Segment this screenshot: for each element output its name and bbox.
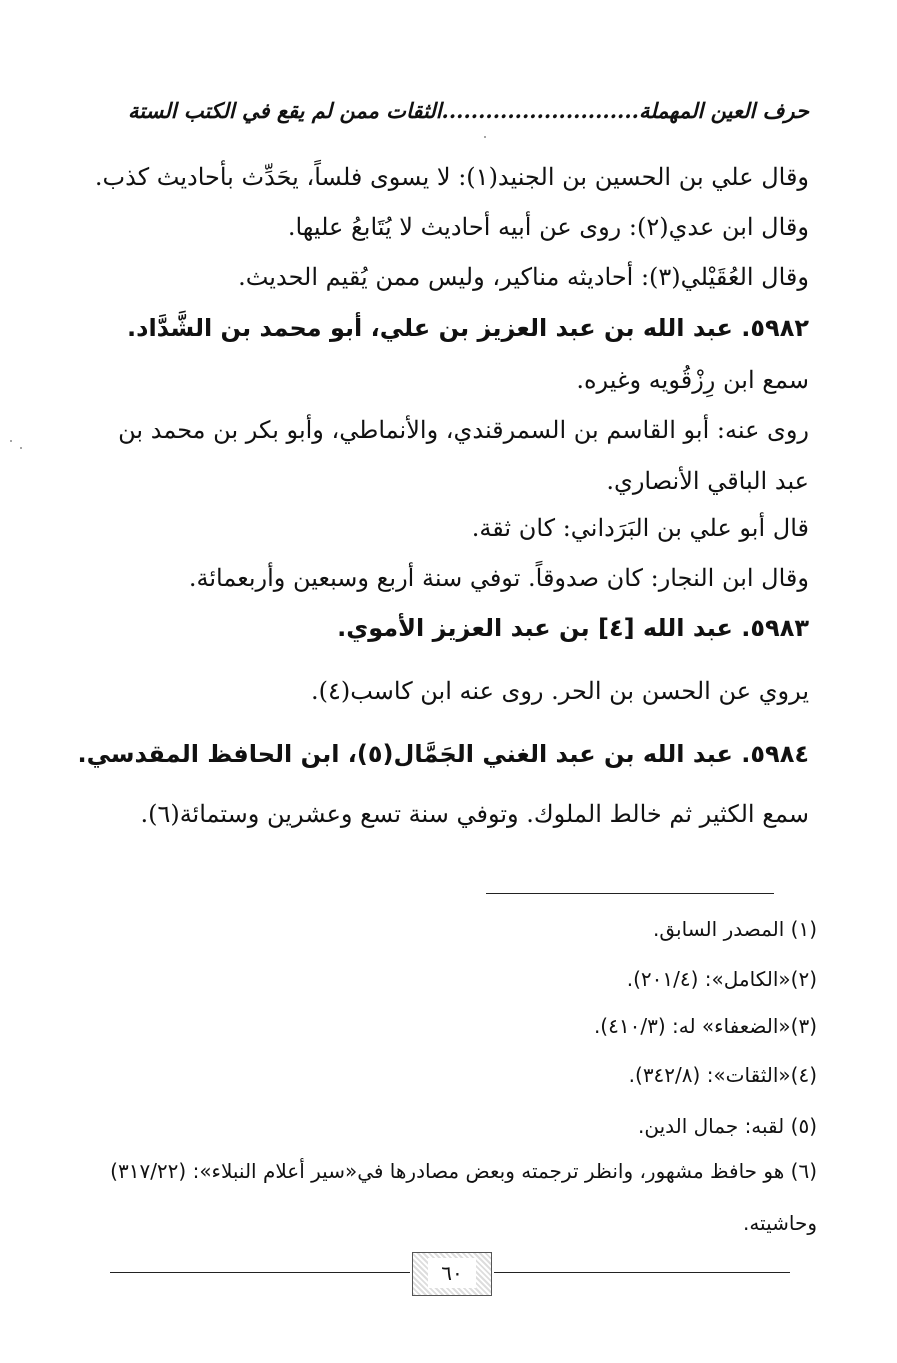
footnote-2: (٢)«الكامل»: (٢٠١/٤).: [626, 967, 817, 991]
body-line: وقال ابن عدي(٢): روى عن أبيه أحاديث لا يُتَابعُ عليها.: [287, 213, 809, 241]
footnote-3: (٣)«الضعفاء» له: (٤١٠/٣).: [593, 1014, 817, 1038]
scan-speck: [484, 136, 486, 138]
body-line: سمع ابن رِزْقُويه وغيره.: [576, 366, 809, 394]
body-line: وقال العُقَيْلي(٣): أحاديثه مناكير، وليس ممن يُقيم الحديث.: [238, 263, 809, 291]
entry-heading-5982: ٥٩٨٢. عبد الله بن عبد العزيز بن علي، أبو محمد بن الشَّدَّاد.: [127, 314, 809, 342]
bottom-rule-left: [110, 1272, 410, 1273]
entry-heading-5984: ٥٩٨٤. عبد الله بن عبد الغني الجَمَّال(٥)، ابن الحافظ المقدسي.: [77, 740, 809, 768]
footnote-4: (٤)«الثقات»: (٣٤٢/٨).: [628, 1063, 817, 1087]
bottom-rule-right: [494, 1272, 790, 1273]
body-line: قال أبو علي بن البَرَداني: كان ثقة.: [471, 514, 809, 542]
footnote-6-continued: وحاشيته.: [742, 1211, 817, 1235]
body-line: سمع الكثير ثم خالط الملوك. وتوفي سنة تسع وعشرين وستمائة(٦).: [140, 800, 809, 828]
footnote-separator: [486, 893, 774, 894]
running-header: حرف العين المهملة...........................الثقات ممن لم يقع في الكتب الستة: [128, 98, 809, 123]
footnote-5: (٥) لقبه: جمال الدين.: [638, 1114, 817, 1138]
footnote-6: (٦) هو حافظ مشهور، وانظر ترجمته وبعض مصادرها في«سير أعلام النبلاء»: (٣١٧/٢٢): [110, 1159, 817, 1183]
entry-heading-5983: ٥٩٨٣. عبد الله [٤] بن عبد العزيز الأموي.: [337, 614, 809, 642]
body-line: يروي عن الحسن بن الحر. روى عنه ابن كاسب(٤).: [310, 677, 809, 705]
body-line: وقال علي بن الحسين بن الجنيد(١): لا يسوى فلساً، يحَدِّث بأحاديث كذب.: [94, 163, 809, 191]
footnote-1: (١) المصدر السابق.: [653, 917, 817, 941]
body-line: وقال ابن النجار: كان صدوقاً. توفي سنة أربع وسبعين وأربعمائة.: [188, 564, 809, 592]
body-line: روى عنه: أبو القاسم بن السمرقندي، والأنماطي، وأبو بكر بن محمد بن: [118, 416, 809, 444]
scan-speck: [10, 440, 12, 442]
page-number: ٦٠: [428, 1258, 476, 1288]
scan-speck: [20, 447, 22, 449]
body-line: عبد الباقي الأنصاري.: [606, 467, 809, 495]
